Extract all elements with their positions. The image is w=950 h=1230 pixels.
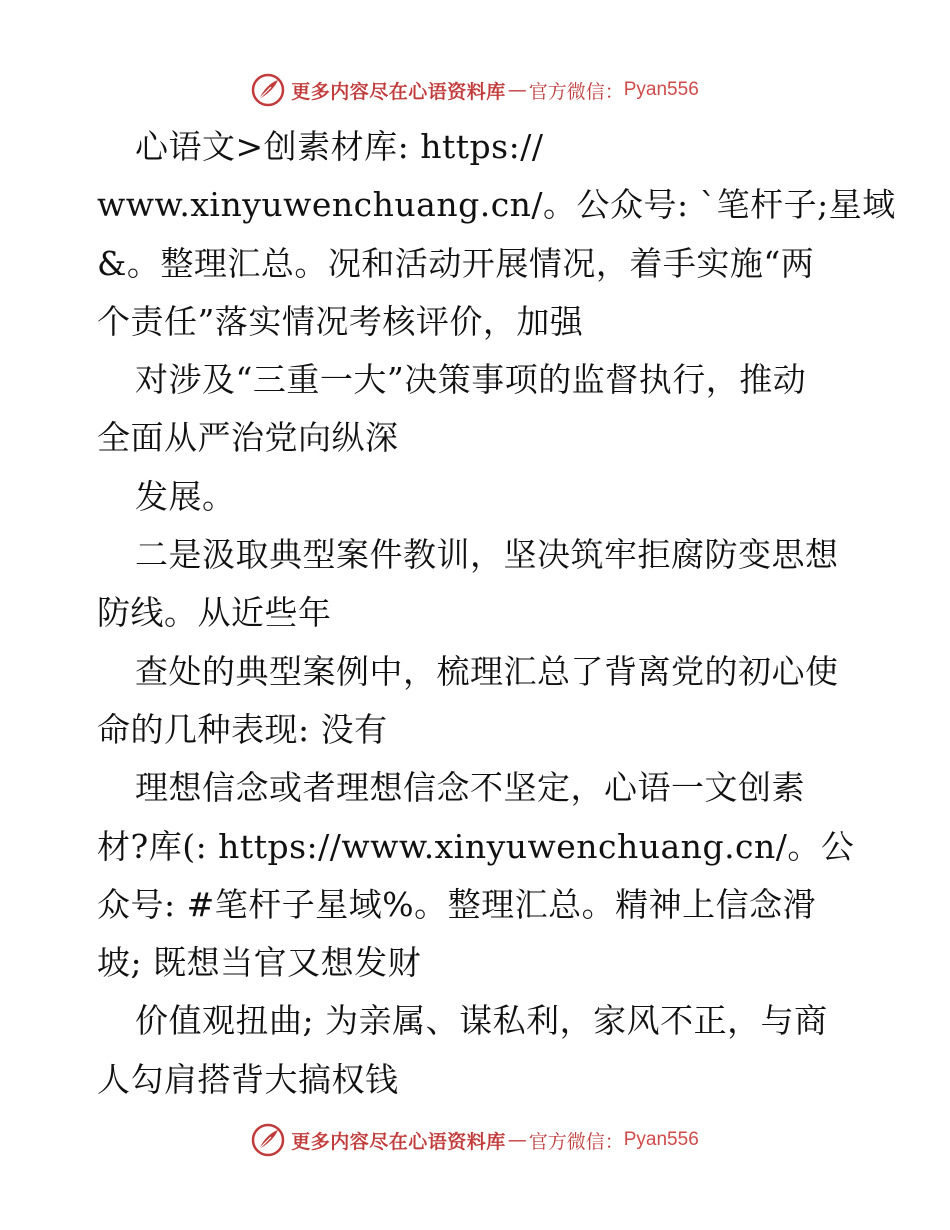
- banner-wechat-id: Pyan556: [623, 1129, 699, 1150]
- text-line: 发展。: [135, 476, 236, 516]
- text-line: www.xinyuwenchuang.cn/。公众号: `笔杆子;星域: [97, 185, 896, 225]
- text-line: 个责任”落实情况考核评价，加强: [97, 301, 584, 341]
- text-line: 防线。从近些年: [97, 593, 332, 633]
- header-banner: [0, 70, 950, 110]
- text-line: 二是汲取典型案件教训，坚决筑牢拒腐防变思想: [135, 535, 839, 575]
- text-line: &。整理汇总。况和活动开展情况，着手实施“两: [97, 243, 815, 283]
- banner-wechat-label: 官方微信：: [528, 80, 624, 103]
- text-line: 查处的典型案例中，梳理汇总了背离党的初心使: [135, 651, 839, 691]
- feather-pen-logo-icon: [251, 73, 285, 107]
- text-line: 坡; 既想当官又想发财: [97, 943, 422, 983]
- text-line: 理想信念或者理想信念不坚定，心语一文创素: [135, 768, 805, 808]
- banner-main-text: 更多内容尽在心语资料库: [291, 1130, 506, 1153]
- document-body: [97, 118, 896, 1109]
- banner-wechat-label: 官方微信：: [528, 1130, 624, 1153]
- banner-wechat-id: Pyan556: [623, 79, 699, 100]
- text-line: 全面从严治党向纵深: [97, 418, 399, 458]
- feather-pen-logo-icon: [251, 1123, 285, 1157]
- text-line: 价值观扭曲; 为亲属、谋私利，家风不正，与商: [135, 1001, 828, 1041]
- text-line: 心语文>创素材库: https://: [135, 127, 544, 166]
- banner-dash: —: [507, 1129, 527, 1151]
- text-line: 材?库(: https://www.xinyuwenchuang.cn/。公: [97, 826, 855, 866]
- text-line: 命的几种表现: 没有: [97, 709, 388, 749]
- text-line: 对涉及“三重一大”决策事项的监督执行，推动: [135, 360, 807, 400]
- footer-banner: [0, 1120, 950, 1160]
- banner-dash: —: [507, 79, 527, 101]
- banner-main-text: 更多内容尽在心语资料库: [291, 80, 506, 103]
- text-line: 人勾肩搭背大搞权钱: [97, 1059, 399, 1099]
- text-line: 众号: #笔杆子星域%。整理汇总。精神上信念滑: [97, 884, 817, 924]
